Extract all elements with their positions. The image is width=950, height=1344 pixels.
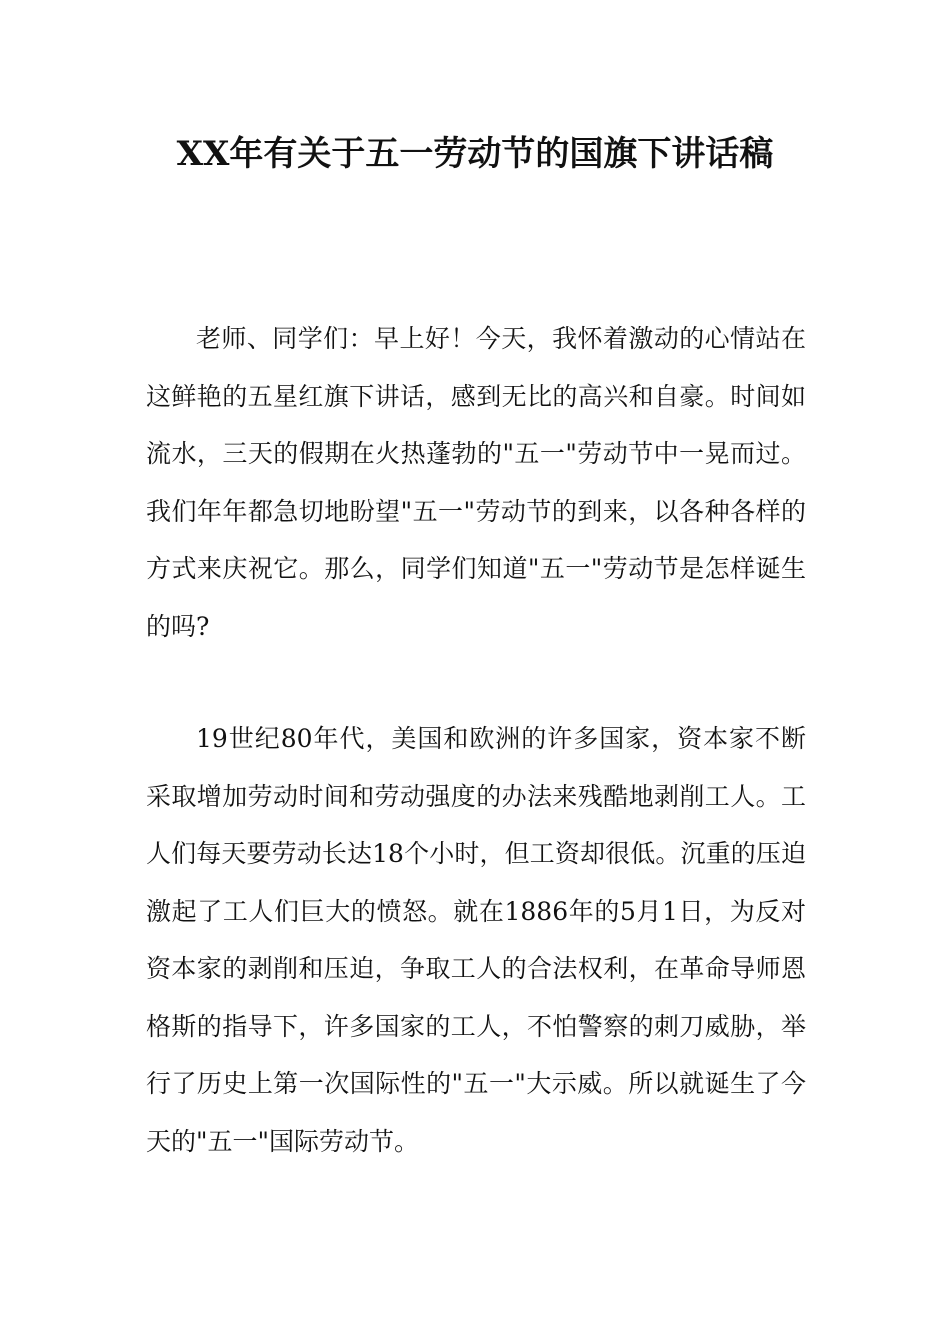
paragraph-history: 19世纪80年代，美国和欧洲的许多国家，资本家不断采取增加劳动时间和劳动强度的办法来残酷地剥削工人。工人们每天要劳动长达18个小时，但工资却很低。沉重的压迫激起了工人们巨大的愤怒。就在1886年的5月1日，为反对资本家的剥削和压迫，争取工人的合法权利，在革命导师恩格斯的指导下，许多国家的工人，不怕警察的刺刀威胁，举行了历史上第一次国际性的"五一"大示威。所以就诞生了今天的"五一"国际劳动节。 [146, 724, 806, 1156]
document-title: XX年有关于五一劳动节的国旗下讲话稿 [176, 134, 774, 174]
paragraph-greeting: 老师、同学们：早上好！今天，我怀着激动的心情站在这鲜艳的五星红旗下讲话，感到无比的高兴和自豪。时间如流水，三天的假期在火热蓬勃的"五一"劳动节中一晃而过。我们年年都急切地盼望"五一"劳动节的到来，以各种各样的方式来庆祝它。那么，同学们知道"五一"劳动节是怎样诞生的吗? [146, 324, 806, 641]
